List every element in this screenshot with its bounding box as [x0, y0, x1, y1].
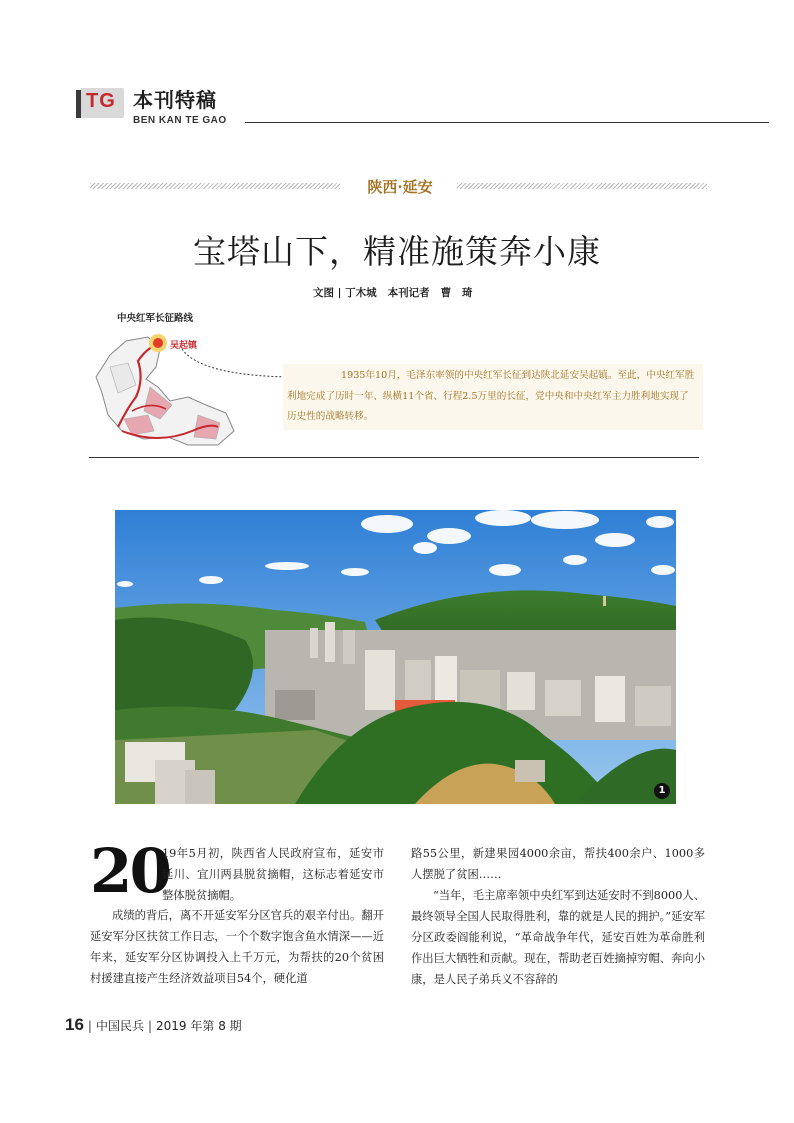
yanan-city-photo: [115, 510, 676, 804]
column1-paragraph: [90, 905, 384, 989]
column2-paragraph-2: “当年，毛主席率领中央红军到达延安时不到8000人、最终领导全国人民取得胜利，靠的就是人民的拥护。”延安军分区政委阎能利说，“革命战争年代，延安百姓为革命胜利作出巨大牺牲和贡献。现在，帮助老百姓摘掉穷帽、奔向小康，是人民子弟兵义不容辞的: [411, 889, 705, 986]
page-number: 16: [65, 1015, 84, 1034]
issue-label: 2019 年第 8 期: [156, 1019, 242, 1033]
column-pinyin: BEN KAN TE GAO: [133, 115, 227, 126]
banner-hatch-right: [457, 183, 707, 189]
page-footer: [65, 1015, 242, 1035]
byline: 文图 | 丁木城 本刊记者 曹 琦: [313, 287, 473, 299]
photo-number-badge: 1: [654, 783, 670, 799]
tg-logo-bar: [76, 90, 81, 118]
headline: 宝塔山下，精准施策奔小康: [193, 232, 601, 271]
column1-opening-text: 19年5月初，陕西省人民政府宣布，延安市延川、宜川两县脱贫摘帽，这标志着延安市整体脱贫摘帽。: [162, 847, 384, 902]
column2-paragraph-1: 路55公里，新建果园4000余亩，帮扶400余户、1000多人摆脱了贫困……: [411, 847, 705, 881]
header-rule: [245, 122, 769, 123]
magazine-name: 中国民兵: [95, 1019, 144, 1033]
drop-cap: 20: [90, 836, 169, 907]
column-title: 本刊特稿: [133, 88, 217, 112]
section-rule: [89, 457, 699, 458]
tg-logo: [76, 84, 124, 120]
map-arrow: [180, 345, 295, 385]
map-caption: 中央红军长征路线: [117, 313, 194, 324]
city-landscape-image: [115, 510, 676, 804]
banner-hatch-left: [90, 183, 340, 189]
region-label: 陕西·延安: [367, 178, 433, 196]
footer-separator: |: [87, 1019, 92, 1033]
map-marker-label: 吴起镇: [170, 341, 198, 351]
column2: [411, 843, 705, 990]
footer-separator: |: [147, 1019, 153, 1033]
column1-paragraph-text: 成绩的背后，离不开延安军分区官兵的艰辛付出。翻开延安军分区扶贫工作日志，一个个数字饱含鱼水情深——近年来，延安军分区协调投入上千万元，为帮扶的20个贫困村援建直接产生经济效益项目54个，硬化道: [90, 909, 384, 985]
tg-logo-text: TG: [86, 90, 116, 112]
route-quote-box: [283, 364, 703, 430]
route-quote-text: 1935年10月，毛泽东率领的中央红军长征到达陕北延安吴起镇。至此，中央红军胜利地完成了历时一年、纵横11个省、行程2.5万里的长征，党中央和中央红军主力胜利地实现了历史性的战略转移。: [287, 370, 695, 422]
